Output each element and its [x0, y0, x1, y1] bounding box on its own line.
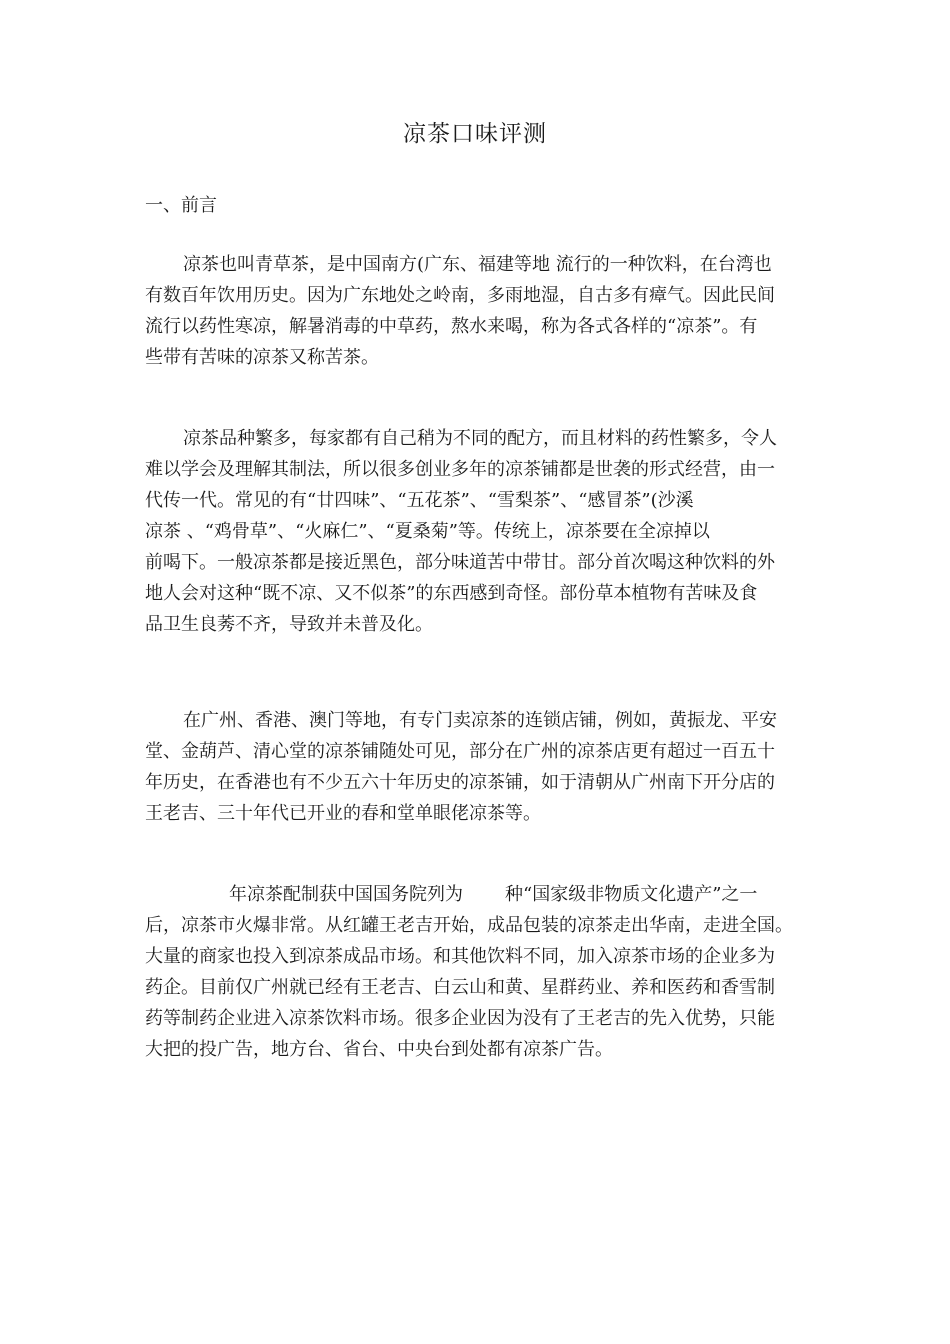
paragraph-line: 在广州、香港、澳门等地，有专门卖凉茶的连锁店铺，例如，黄振龙、平安 [183, 710, 777, 731]
paragraph-line: 堂、金葫芦、清心堂的凉茶铺随处可见，部分在广州的凉茶店更有超过一百五十 [145, 741, 775, 762]
paragraph-line: 年历史，在香港也有不少五六十年历史的凉茶铺，如于清朝从广州南下开分店的 [145, 772, 775, 793]
paragraph-line: 地人会对这种“既不凉、又不似茶”的东西感到奇怪。部份草本植物有苦味及食 [145, 583, 758, 604]
paragraph-line: 药企。目前仅广州就已经有王老吉、白云山和黄、星群药业、养和医药和香雪制 [145, 977, 775, 998]
paragraph-line: 前喝下。一般凉茶都是接近黑色，部分味道苦中带甘。部分首次喝这种饮料的外 [145, 552, 775, 573]
paragraph-first-line [145, 879, 810, 910]
paragraph-line: 大把的投广告，地方台、省台、中央台到处都有凉茶广告。 [145, 1039, 613, 1060]
section-heading-preface: 一、前言 [145, 195, 217, 216]
paragraph-line: 大量的商家也投入到凉茶成品市场。和其他饮料不同，加入凉茶市场的企业多为 [145, 946, 775, 967]
paragraph-line: 有数百年饮用历史。因为广东地处之岭南，多雨地湿，自古多有瘴气。因此民间 [145, 285, 775, 306]
paragraph-line: 王老吉、三十年代已开业的春和堂单眼佬凉茶等。 [145, 803, 541, 824]
paragraph-line: 流行以药性寒凉，解暑消毒的中草药，熬水来喝，称为各式各样的“凉茶”。有 [145, 316, 758, 337]
paragraph-line: 代传一代。常见的有“廿四味”、“五花茶”、“雪梨茶”、“感冒茶”(沙溪 [145, 490, 694, 511]
paragraph-fragment: 年凉茶配制获中国国务院列为 [229, 884, 463, 905]
paragraph-line: 难以学会及理解其制法，所以很多创业多年的凉茶铺都是世袭的形式经营，由一 [145, 459, 775, 480]
document-title: 凉茶口味评测 [403, 121, 547, 147]
paragraph-line: 凉茶也叫青草茶，是中国南方(广东、福建等地 流行的一种饮料，在台湾也 [183, 254, 772, 275]
paragraph-line: 品卫生良莠不齐，导致并未普及化。 [145, 614, 433, 635]
paragraph-line: 凉茶 、“鸡骨草”、“火麻仁”、“夏桑菊”等。传统上，凉茶要在全凉掉以 [145, 521, 710, 542]
paragraph-line: 后，凉茶市火爆非常。从红罐王老吉开始，成品包装的凉茶走出华南，走进全国。 [145, 915, 793, 936]
paragraph-fragment: 种“国家级非物质文化遗产”之一 [505, 884, 758, 905]
paragraph-line: 些带有苦味的凉茶又称苦茶。 [145, 347, 379, 368]
paragraph-4 [145, 879, 810, 1065]
paragraph-line: 凉茶品种繁多，每家都有自己稍为不同的配方，而且材料的药性繁多，令人 [183, 428, 777, 449]
paragraph-line: 药等制药企业进入凉茶饮料市场。很多企业因为没有了王老吉的先入优势，只能 [145, 1008, 775, 1029]
paragraph-2 [145, 423, 810, 640]
paragraph-1 [145, 249, 810, 373]
paragraph-3 [145, 705, 810, 829]
